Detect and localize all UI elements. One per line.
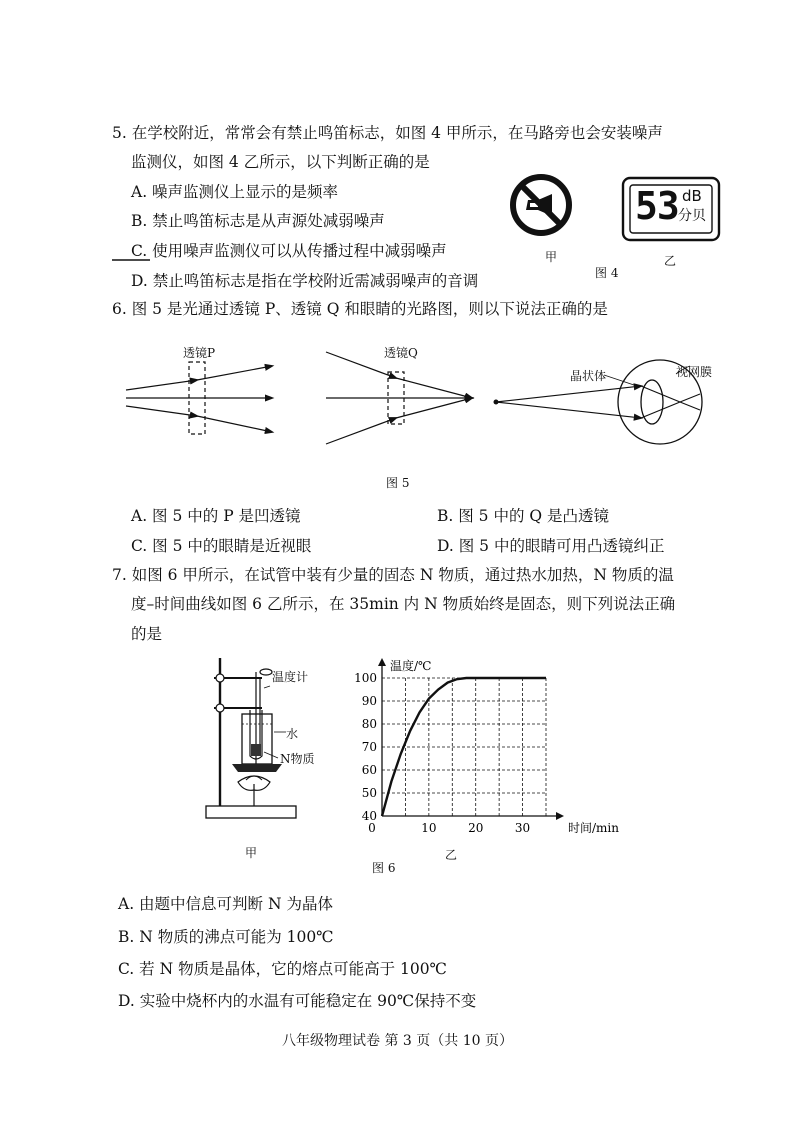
q7-stem-line2: 度–时间曲线如图 6 乙所示，在 35min 内 N 物质始终是固态，则下列说法正确 (131, 595, 676, 613)
q7-stem-line3: 的是 (131, 625, 163, 643)
y-tick-label: 60 (361, 763, 377, 777)
meter-unit: dB (682, 187, 702, 205)
crystalline-label: 晶状体 (570, 369, 607, 383)
q5-option-d: D. 禁止鸣笛标志是指在学校附近需减弱噪声的音调 (131, 272, 479, 290)
fig4-label-yi: 乙 (664, 254, 677, 268)
meter-reading: 53 (635, 184, 679, 228)
lens-p-label: 透镜P (183, 346, 216, 360)
q7-stem-line1: 7. 如图 6 甲所示，在试管中装有少量的固态 N 物质，通过热水加热，N 物质的温 (112, 566, 674, 584)
eye (618, 360, 702, 444)
fig6-label-yi: 乙 (445, 848, 458, 862)
x-tick-label: 20 (468, 821, 484, 835)
q5-option-c: C. 使用噪声监测仪可以从传播过程中减弱噪声 (131, 242, 447, 260)
page-footer: 八年级物理试卷 第 3 页（共 10 页） (282, 1033, 513, 1049)
q5-option-a: A. 噪声监测仪上显示的是频率 (131, 183, 339, 201)
q7-option-b: B. N 物质的沸点可能为 100℃ (118, 928, 334, 946)
q5-stem-line2: 监测仪，如图 4 乙所示，以下判断正确的是 (131, 153, 430, 171)
y-axis-arrow (378, 658, 386, 666)
q7-option-c: C. 若 N 物质是晶体，它的熔点可能高于 100℃ (118, 960, 447, 978)
q6-stem: 6. 图 5 是光通过透镜 P、透镜 Q 和眼睛的光路图，则以下说法正确的是 (112, 300, 608, 318)
lens-q-label: 透镜Q (384, 346, 418, 360)
water-label: 水 (286, 727, 299, 741)
x-axis-arrow (556, 812, 564, 820)
no-horn-sign-icon (508, 172, 578, 242)
substance-label: N物质 (280, 752, 315, 766)
y-tick-label: 100 (354, 671, 377, 685)
q7-option-a: A. 由题中信息可判断 N 为晶体 (118, 895, 333, 913)
q6-option-b: B. 图 5 中的 Q 是凸透镜 (437, 507, 610, 525)
y-tick-label: 40 (361, 809, 377, 823)
q5-option-b: B. 禁止鸣笛标志是从声源处减弱噪声 (131, 212, 385, 230)
q5-stem-line1: 5. 在学校附近，常常会有禁止鸣笛标志，如图 4 甲所示，在马路旁也会安装噪声 (112, 124, 663, 142)
x-axis-label: 时间/min (568, 821, 619, 835)
y-tick-label: 90 (361, 694, 377, 708)
q6-option-d: D. 图 5 中的眼睛可用凸透镜纠正 (437, 537, 665, 555)
y-tick-label: 80 (361, 717, 377, 731)
retina-label: 视网膜 (676, 365, 713, 379)
fig6-label-jia: 甲 (245, 846, 258, 860)
q6-option-c: C. 图 5 中的眼睛是近视眼 (131, 537, 312, 555)
y-tick-label: 70 (361, 740, 377, 754)
fig5-diagram (0, 340, 794, 460)
y-tick-label: 50 (361, 786, 377, 800)
fig4-label-jia: 甲 (545, 250, 558, 264)
thermometer-label: 温度计 (272, 670, 309, 684)
fig6-caption: 图 6 (372, 861, 396, 875)
x-tick-label: 10 (421, 821, 437, 835)
fig5-caption: 图 5 (386, 476, 410, 490)
meter-unit-cn: 分贝 (678, 208, 706, 224)
x-tick-label: 30 (514, 821, 531, 835)
y-axis-label: 温度/℃ (390, 659, 432, 673)
answer-mark (112, 258, 152, 262)
q6-option-a: A. 图 5 中的 P 是凹透镜 (131, 507, 301, 525)
fig4-caption: 图 4 (595, 266, 619, 280)
q7-option-d: D. 实验中烧杯内的水温有可能稳定在 90℃保持不变 (118, 992, 477, 1010)
origin-label: 0 (368, 821, 376, 835)
temperature-time-chart (350, 650, 619, 860)
lens-crystalline (641, 380, 663, 424)
